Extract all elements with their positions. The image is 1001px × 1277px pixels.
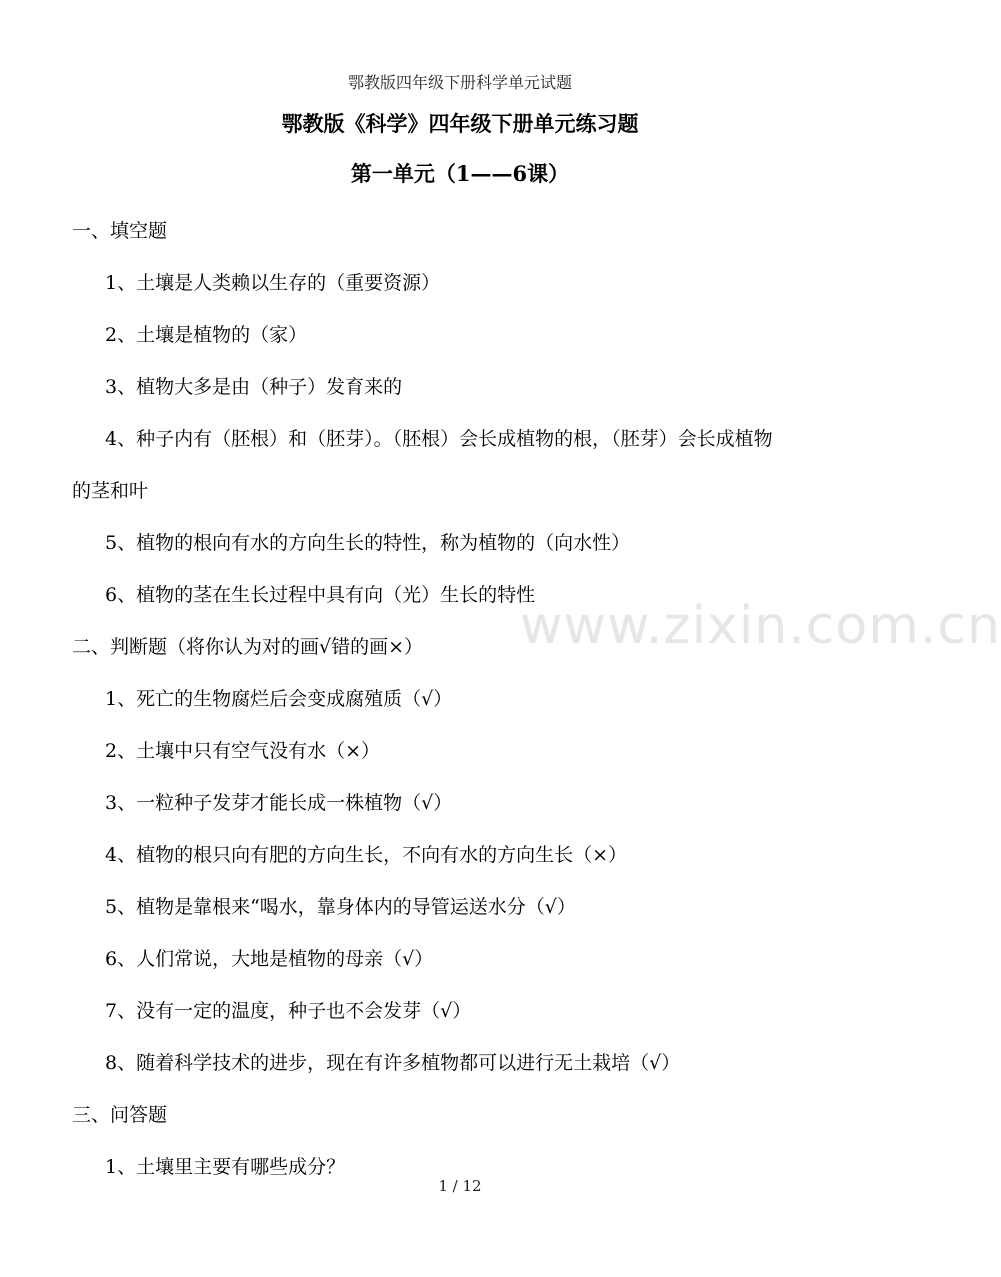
question-item: 7、没有一定的温度，种子也不会发芽（√） [105, 1000, 472, 1022]
question-item: 4、种子内有（胚根）和（胚芽）。（胚根）会长成植物的根，（胚芽）会长成植物 [105, 428, 773, 450]
question-item: 5、植物是靠根来“喝水，靠身体内的导管运送水分（√） [105, 896, 576, 918]
question-item: 6、人们常说，大地是植物的母亲（√） [105, 948, 434, 970]
page-header: 鄂教版四年级下册科学单元试题 [347, 73, 572, 92]
question-item: 1、死亡的生物腐烂后会变成腐殖质（√） [105, 688, 453, 710]
document-body [72, 205, 862, 1193]
section-heading-fill-in: 一、填空题 [72, 220, 168, 242]
question-item: 4、植物的根只向有肥的方向生长，不向有水的方向生长（×） [105, 844, 628, 866]
question-item: 8、随着科学技术的进步，现在有许多植物都可以进行无土栽培（√） [105, 1052, 681, 1074]
question-item: 5、植物的根向有水的方向生长的特性，称为植物的（向水性） [105, 532, 631, 554]
question-item: 6、植物的茎在生长过程中具有向（光）生长的特性 [105, 584, 536, 606]
question-item: 2、土壤是植物的（家） [105, 324, 308, 346]
question-item: 1、土壤里主要有哪些成分？ [105, 1156, 346, 1178]
question-item: 3、一粒种子发芽才能长成一株植物（√） [105, 792, 453, 814]
page-number: 1 / 12 [438, 1177, 482, 1195]
document-title: 鄂教版《科学》四年级下册单元练习题 [281, 111, 639, 136]
unit-subtitle: 第一单元（1——6课） [350, 161, 570, 186]
question-item-continuation: 的茎和叶 [72, 480, 149, 502]
section-heading-true-false: 二、判断题（将你认为对的画√错的画×） [72, 636, 424, 658]
question-item: 3、植物大多是由（种子）发育来的 [105, 376, 403, 398]
watermark: www.zixin.com.cn [520, 596, 1001, 656]
question-item: 2、土壤中只有空气没有水（×） [105, 740, 381, 762]
section-heading-qa: 三、问答题 [72, 1104, 168, 1126]
question-item: 1、土壤是人类赖以生存的（重要资源） [105, 272, 441, 294]
